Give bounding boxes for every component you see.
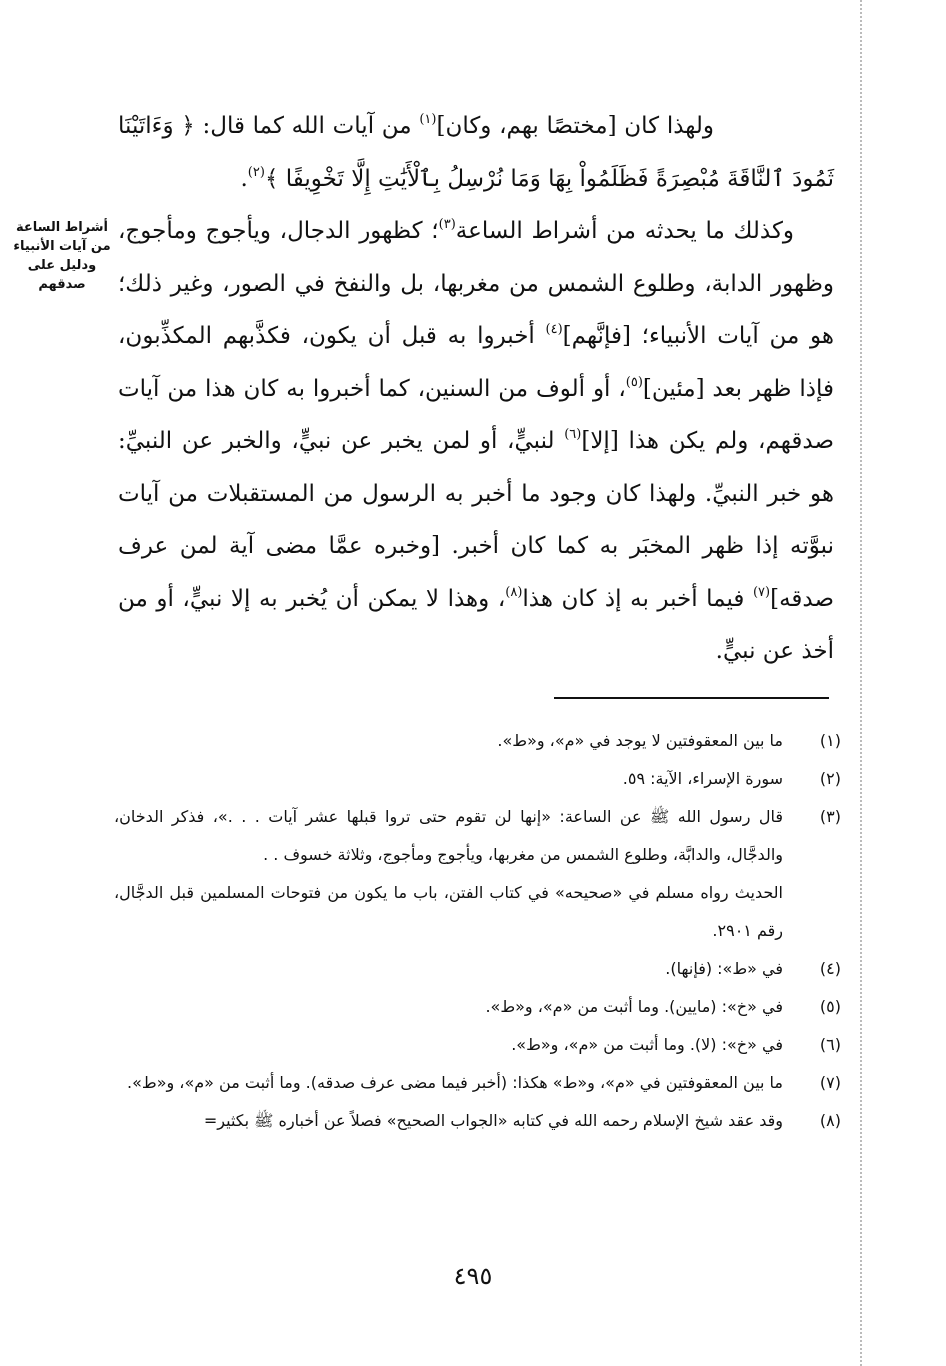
footnote: [114, 760, 841, 798]
footnote-number: (٥): [819, 997, 841, 1016]
footnote-marker-6: (٦): [564, 427, 582, 442]
margin-note-line: ودليل على صدقهم: [27, 258, 97, 292]
footnote-text: وقد عقد شيخ الإسلام رحمه الله في كتابه «الجواب الصحيح» فصلاً عن أخباره ﷺ بكثير=: [203, 1111, 783, 1130]
footnote-number: (٧): [819, 1073, 841, 1092]
text-run: ولهذا كان [مختصًا بهم، وكان]: [436, 113, 714, 139]
margin-note-line: من آيات الأنبياء: [13, 239, 111, 254]
footnote-marker-5: (٥): [625, 374, 643, 390]
text-run: من آيات الله كما قال: ﴿ وَءَاتَيْنَا ثَمُودَ ٱلنَّاقَةَ مُبْصِرَةً فَظَلَمُواْ بِهَا وَمَا نُرْسِلُ بِٱلْأَيَٰتِ إِلَّا تَخْوِيفًا ﴾: [118, 113, 834, 192]
footnote: [114, 988, 841, 1026]
footnote-number: (١): [819, 731, 841, 750]
paragraph-1: [118, 100, 834, 205]
footnote-number: (٤): [819, 959, 841, 978]
text-run: فيما أخبر به إذ كان هذا: [522, 585, 753, 612]
margin-note-line: أشراط الساعة: [15, 220, 109, 235]
page-number: ٤٩٥: [453, 1262, 493, 1290]
text-run: وكذلك ما يحدثه من أشراط الساعة: [455, 218, 794, 244]
footnote-number: (٦): [819, 1035, 841, 1054]
footnote-text: في «خ»: (لا). وما أثبت من «م»، و«ط».: [511, 1035, 783, 1054]
text-run: لنبيٍّ، أو لمن يخبر عن نبيٍّ، والخبر عن النبيِّ: هو خبر النبيِّ. ولهذا كان وجود ما أخبر به الرسول من المستقبلات من آيات نبوَّته إذا ظهر المخبَر به كما كان أخبر. [وخبره عمَّا مضى آية لمن عرف صدقه]: [118, 428, 835, 612]
paragraph-2: [118, 205, 834, 678]
footnote-number: (٨): [819, 1111, 841, 1130]
footnote-text-part: قال رسول الله ﷺ عن الساعة: «إنها لن تقوم حتى تروا قبلها عشر آيات . . .»، فذكر الدخان، والدجَّال، والدابَّة، وطلوع الشمس من مغربها، ويأجوج ومأجوج، وثلاثة خسوف . .: [114, 807, 783, 864]
main-text: [118, 100, 834, 678]
footnote-marker-3: (٣): [438, 217, 456, 232]
footnote-marker-2: (٢): [247, 164, 265, 180]
footnote-text: في «خ»: (مايين). وما أثبت من «م»، و«ط».: [485, 997, 783, 1016]
footnote-text: في «ط»: (فإنها).: [665, 959, 783, 978]
margin-note: [6, 218, 118, 294]
footnote-number: (٣): [819, 807, 841, 826]
footnote-separator: [554, 697, 829, 699]
text-run: أخبروا به قبل أن يكون، فكذَّبهم المكذِّبون، فإذا ظهر بعد [مئين]: [118, 323, 834, 402]
footnote-text-part: الحديث رواه مسلم في «صحيحه» في كتاب الفتن، باب ما يكون من فتوحات المسلمين قبل الدجَّال، رقم ٢٩٠١.: [114, 883, 783, 940]
footnote: [114, 1102, 841, 1140]
footnote-marker-4: (٤): [545, 322, 563, 337]
footnote-marker-7: (٧): [752, 584, 771, 600]
footnote-text: ما بين المعقوفتين في «م»، و«ط» هكذا: (أخبر فيما مضى عرف صدقه). وما أثبت من «م»، و«ط».: [127, 1073, 783, 1092]
footnote: [114, 950, 841, 988]
footnote-number: (٢): [819, 769, 841, 788]
footnote-text: سورة الإسراء، الآية: ٥٩.: [622, 769, 783, 788]
footnote: [114, 722, 841, 760]
footnote-text: ما بين المعقوفتين لا يوجد في «م»، و«ط».: [497, 731, 783, 750]
footnote: [114, 1064, 841, 1102]
footnote-text: [114, 798, 783, 950]
footnote: [114, 1026, 841, 1064]
footnotes: [114, 722, 841, 1140]
footnote: [114, 798, 841, 950]
footnote-marker-1: (١): [419, 112, 437, 127]
text-run: .: [240, 165, 248, 192]
page-edge-dotted-line: [860, 0, 862, 1366]
text-run: ؛ كظهور الدجال، ويأجوج ومأجوج، وظهور الدابة، وطلوع الشمس من مغربها، بل والنفخ في الصور، وغير ذلك؛ هو من آيات الأنبياء؛ [فإنَّهم]: [118, 218, 834, 349]
text-run: ، وهذا لا يمكن أن يُخبر به إلا نبيٍّ، أو من أخذ عن نبيٍّ.: [118, 585, 834, 664]
text-run: ، أو ألوف من السنين، كما أخبروا به كان هذا من آيات صدقهم، ولم يكن هذا [إلا]: [118, 375, 834, 454]
footnote-marker-8: (٨): [505, 584, 523, 600]
